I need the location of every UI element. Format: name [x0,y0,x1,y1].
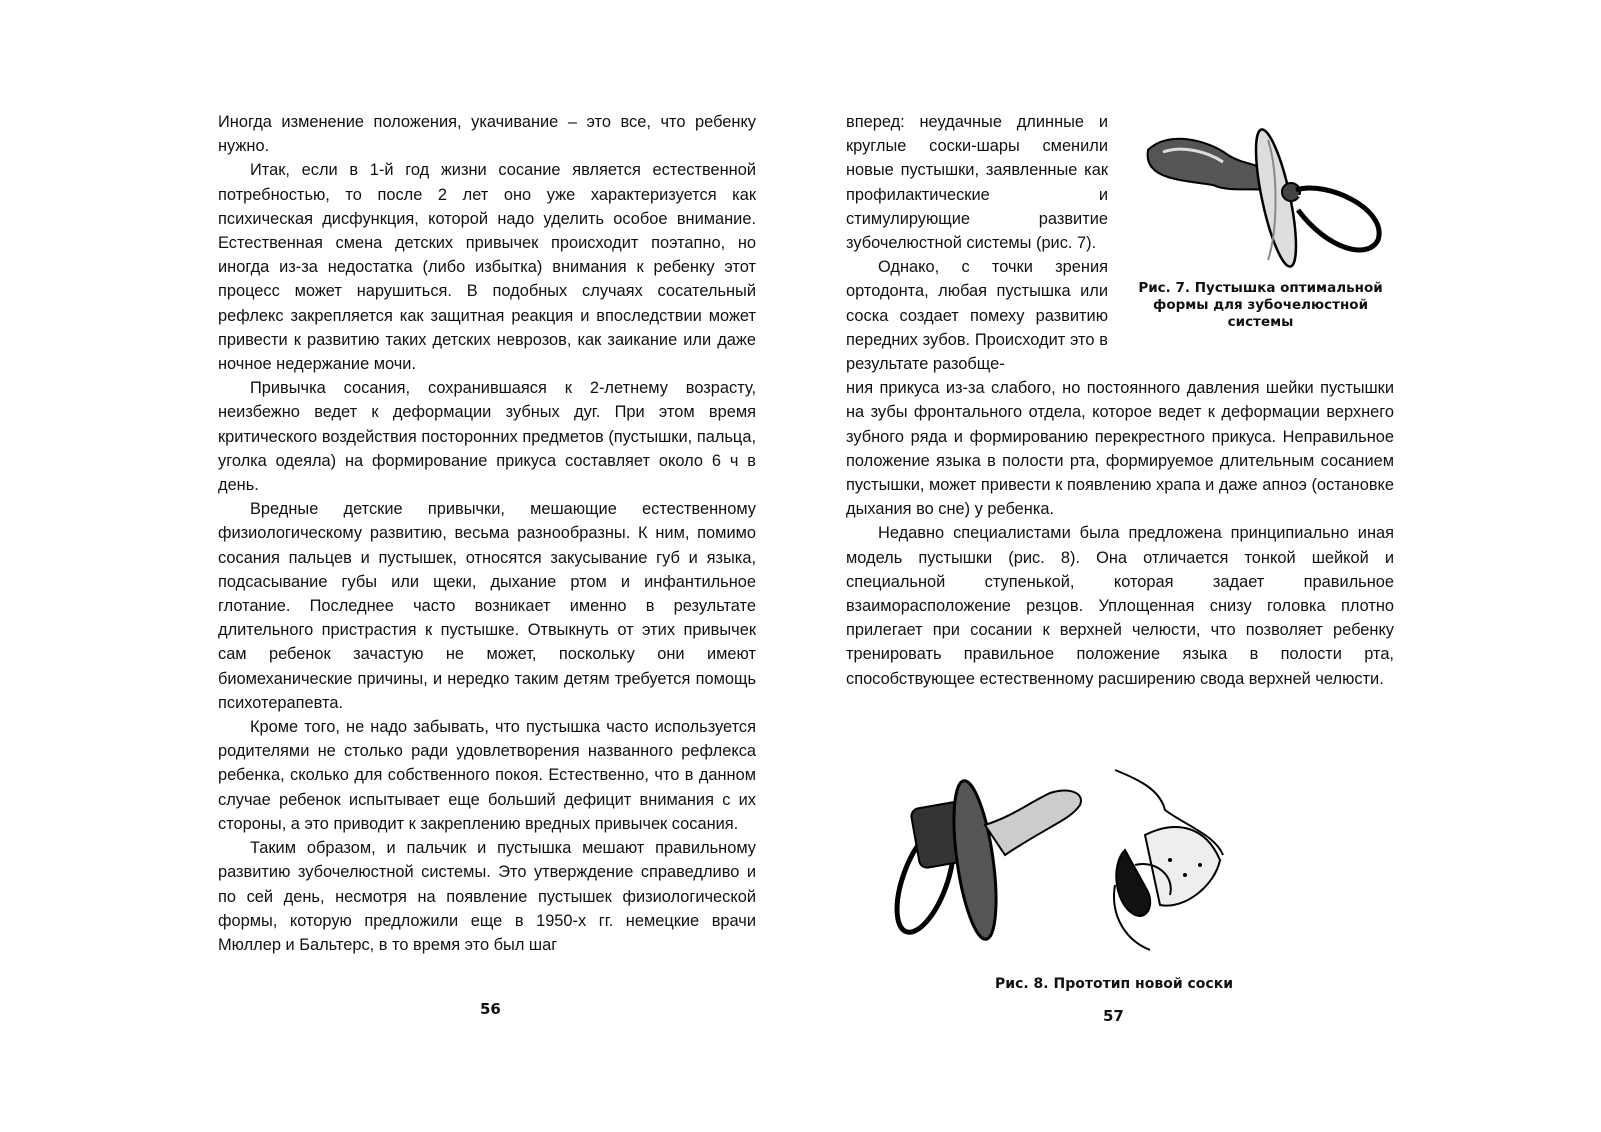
wrap-text [846,110,1108,376]
left-paragraph-5: Кроме того, не надо забывать, что пустышка часто используется родителями не столько ради удовлетворения названного рефлекса ребенка, сколько для собственного покоя. Естественно, что в данном случае ребенок испытывает еще больший дефицит внимания с их стороны, а это приводит к закреплению вредных привычек сосания. [218,718,756,833]
left-paragraph-6: Таким образом, и пальчик и пустышка мешают правильному развитию зубочелюстной системы. Это утверждение справедливо и по сей день, несмотря на появление пустышек физиологической формы, которую предложили еще в 1950-х гг. немецкие врачи Мюллер и Бальтерс, в то время это был шаг [218,839,756,954]
left-paragraph-3: Привычка сосания, сохранившаяся к 2-летнему возрасту, неизбежно ведет к деформации зубных дуг. При этом время критического воздействия посторонних предметов (пустышки, пальца, уголка одеяла) на формирование прикуса составляет около 6 ч в день. [218,379,756,495]
figure-7 [1128,110,1393,376]
right-paragraph-4: Недавно специалистами была предложена принципиально иная модель пустышки (рис. 8). Она отличается тонкой шейкой и специальной ступенькой, которая задает правильное взаиморасположение резцов. Уплощенная снизу головка плотно прилегает при сосании к верхней челюсти, что позволяет ребенку тренировать правильное положение языка в полости рта, способствующее естественному расширению свода верхней челюсти. [846,524,1394,688]
figure-8-caption: Рис. 8. Прототип новой соски [995,976,1234,992]
figure-7-caption: Рис. 7. Пустышка оптимальной формы для зубочелюстной системы [1138,280,1383,330]
left-paragraph-4: Вредные детские привычки, мешающие естественному физиологическому развитию, весьма разнообразны. К ним, помимо сосания пальцев и пустышек, относятся закусывание губ и языка, подсасывание губы или щеки, дыхание ртом и инфантильное глотание. Последнее часто возникает именно в результате длительного пристрастия к пустышке. Отвыкнуть от этих привычек сам ребенок зачастую не может, поскольку они имеют биомеханические причины, и нередко таким детям требуется помощь психотерапевта. [218,500,756,712]
figure-8 [885,765,1225,960]
pacifier-illustration [1128,110,1393,275]
prototype-pacifier-illustration [885,765,1225,955]
figure-7-wrap [846,110,1394,376]
right-page-number: 57 [1103,1007,1124,1025]
left-paragraph-1: Иногда изменение положения, укачивание – это все, что ребенку нужно. [218,113,756,156]
left-paragraph-2: Итак, если в 1-й год жизни сосание является естественной потребностью, то после 2 лет оно уже характеризуется как психическая дисфункция, которой надо уделить особое внимание. Естественная смена детских привычек происходит поэтапно, но иногда из-за недостатка (либо избытка) внимания к ребенку этот процесс может нарушиться. В подобных случаях сосательный рефлекс закрепляется как защитная реакция и впоследствии может привести к развитию таких детских неврозов, как заикание или даже ночное недержание мочи. [218,161,756,374]
right-page [846,110,1394,691]
left-page [218,110,756,957]
right-paragraph-1: вперед: неудачные длинные и круглые соски-шары сменили новые пустышки, заявленные как профилактические и стимулирующие развитие зубочелюстной системы (рис. 7). [846,113,1108,253]
right-paragraph-2: Однако, с точки зрения ортодонта, любая пустышка или соска создает помеху развитию передних зубов. Происходит это в результате разобще- [846,258,1108,374]
left-page-number: 56 [480,1000,501,1018]
right-paragraph-3: ния прикуса из-за слабого, но постоянного давления шейки пустышки на зубы фронтального отдела, которое ведет к деформации верхнего зубного ряда и формированию перекрестного прикуса. Неправильное положение языка в полости рта, формируемое длительным сосанием пустышки, может привести к появлению храпа и даже апноэ (остановке дыхания во сне) у ребенка. [846,379,1394,519]
